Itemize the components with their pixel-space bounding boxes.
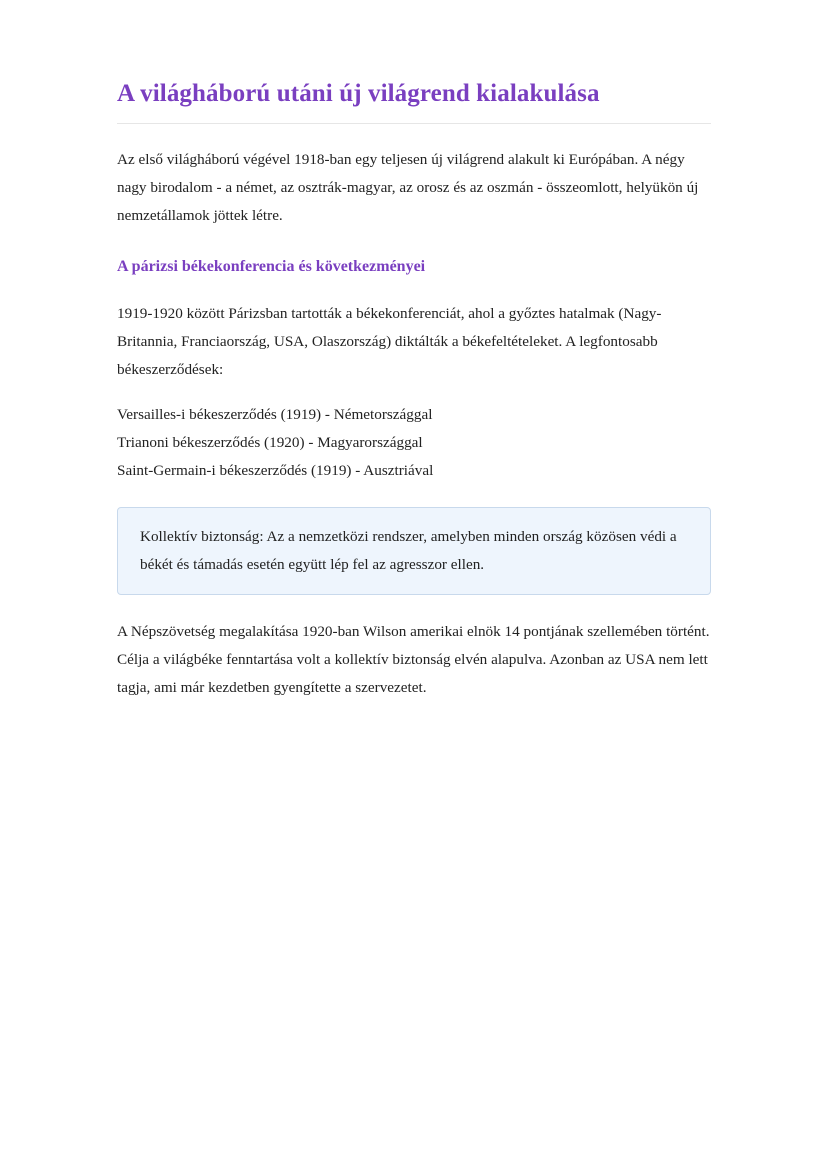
league-paragraph: A Népszövetség megalakítása 1920-ban Wilson amerikai elnök 14 pontjának szellemében történt. Célja a világbéke fenntartása volt a kollektív biztonság elvén alapulva. Azonban az USA nem lett tagja, ami már kezdetben gyengítette a szervezetet. [117, 623, 710, 696]
intro-paragraph: Az első világháború végével 1918-ban egy teljesen új világrend alakult ki Európában. A négy nagy birodalom - a német, az osztrák-magyar, az orosz és az oszmán - összeomlott, helyükön új nemzetállamok jöttek létre. [117, 151, 699, 224]
conference-paragraph: 1919-1920 között Párizsban tartották a békekonferenciát, ahol a győztes hatalmak (Nagy-Britannia, Franciaország, USA, Olaszország) diktálták a békefeltételeket. A legfontosabb békeszerződések: [117, 305, 662, 378]
definition-text: Kollektív biztonság: Az a nemzetközi rendszer, amelyben minden ország közösen védi a békét és támadás esetén együtt lép fel az agresszor ellen. [140, 528, 677, 573]
treaty-item-saint-germain: Saint-Germain-i békeszerződés (1919) - Ausztriával [117, 462, 434, 479]
page-title: A világháború utáni új világrend kialakulása [117, 80, 600, 107]
treaty-item-versailles: Versailles-i békeszerződés (1919) - Németországgal [117, 406, 433, 423]
section-heading: A párizsi békekonferencia és következményei [117, 258, 426, 275]
treaty-list [117, 401, 433, 485]
definition-callout [117, 507, 711, 595]
title-divider [117, 123, 711, 124]
treaty-item-trianon: Trianoni békeszerződés (1920) - Magyarországgal [117, 434, 423, 451]
